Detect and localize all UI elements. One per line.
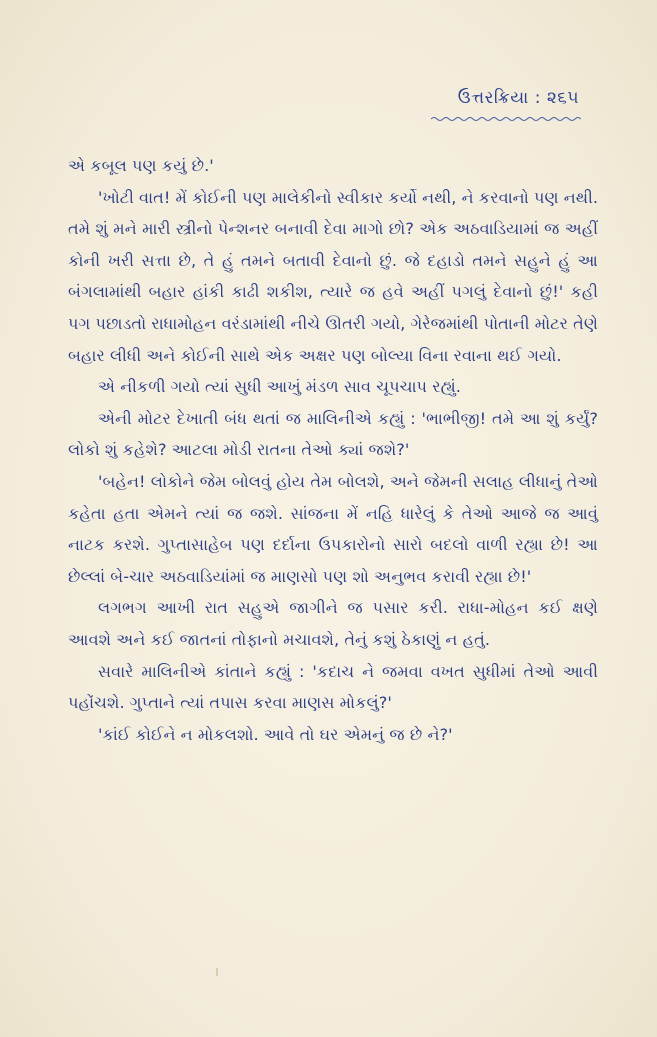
- paragraph: એ નીકળી ગયો ત્યાં સુધી આખું મંડળ સાવ ચૂપચાપ રહ્યું.: [98, 377, 461, 397]
- paper-speck: [216, 968, 218, 976]
- body-text: [68, 150, 598, 750]
- paragraph: 'બહેન! લોકોને જેમ બોલવું હોય તેમ બોલશે, અને જેમની સલાહ લીધાનું તેઓ કહેતા હતા એમને ત્યાં જ જશે. સાંજના મેં નહિ ધારેલું કે તેઓ આજે જ આવું નાટક કરશે. ગુપ્તાસાહેબ પણ દર્દાના ઉપકારોનો સારો બદલો વાળી રહ્યા છે! આ છેલ્લાં બે-ચાર અઠવાડિયાંમાં જ માણસો પણ શો અનુભવ કરાવી રહ્યા છે!': [68, 471, 598, 586]
- header-wavy-rule: [431, 116, 581, 122]
- paragraph: લગભગ આખી રાત સહુએ જાગીને જ પસાર કરી. રાધા-મોહન કઈ ક્ષણે આવશે અને કઈ જાતનાં તોફાનો મચાવશે, તેનું કશું ઠેકાણું ન હતું.: [68, 598, 598, 649]
- paragraph-continuation: એ કબૂલ પણ કયું છે.': [68, 156, 214, 175]
- paragraph: 'કાંઈ કોઈને ન મોકલશો. આવે તો ઘર એમનું જ છે ને?': [98, 724, 453, 744]
- paragraph: સવારે માલિનીએ કાંતાને કહ્યું : 'કદાચ ને જમવા વખત સુધીમાં તેઓ આવી પહોંચશે. ગુપ્તાને ત્યાં તપાસ કરવા માણસ મોકલું?': [68, 661, 598, 713]
- running-head: ઉત્તરક્રિયા : ૨૬૫: [457, 88, 579, 108]
- paragraph: એની મોટર દેખાતી બંધ થતાં જ માલિનીએ કહ્યું : 'ભાભીજી! તમે આ શું કર્યું? લોકો શું કહેશે? આટલા મોડી રાતના તેઓ ક્યાં જશે?': [68, 408, 598, 460]
- paragraph: 'ખોટી વાત! મેં કોઈની પણ માલેકીનો સ્વીકાર કર્યો નથી, ને કરવાનો પણ નથી. તમે શું મને મારી સ્ત્રીનો પેન્શનર બનાવી દેવા માગો છો? એક અઠવાડિયામાં જ અહીં કોની ખરી સત્તા છે, તે હું તમને બતાવી દેવાનો છું. જે દહાડો તમને સહુને હું આ બંગલામાંથી બહાર હાંકી કાઢી શકીશ, ત્યારે જ હવે અહીં પગલું દેવાનો છું!' કહી પગ પછાડતો રાધામોહન વરંડામાંથી નીચે ઊતરી ગયો, ગેરેજમાંથી પોતાની મોટર તેણે બહાર લીધી અને કોઈની સાથે એક અક્ષર પણ બોલ્યા વિના રવાના થઈ ગયો.: [68, 187, 598, 365]
